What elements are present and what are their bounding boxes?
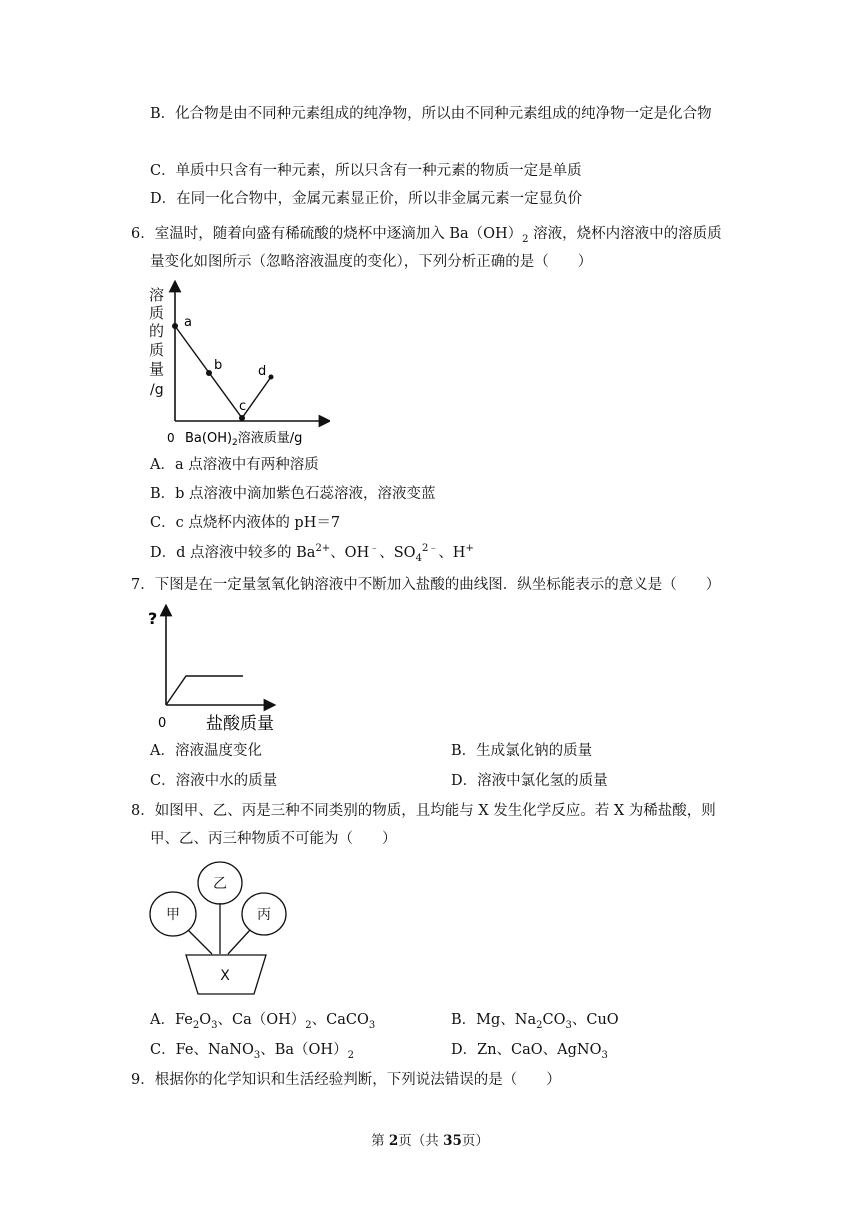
q8-option-b: B．Mg、$Na_2CO_3$、CuO [451,1012,619,1031]
q6-option-b: B．b 点溶液中滴加紫色石蕊溶液，溶液变蓝 [150,486,436,502]
svg-text:/g: /g [150,382,164,398]
q8-stem-line2: 甲、乙、丙三种物质不可能为（ ） [150,831,397,847]
q6-option-d: D．d 点溶液中较多的 $Ba^{2+}$、OH﹣、$SO_4^{2﹣}$、H+ [150,543,474,564]
origin-label: 0 [158,716,167,731]
y-axis-label: ? [148,609,158,628]
total-pages: 35 [443,1133,462,1149]
q8-option-a: A．$Fe_2O_3$、$Ca(OH)_2$、CaCO$_3$ [150,1012,376,1031]
q8-stem-line1: 8．如图甲、乙、丙是三种不同类别的物质，且均能与 X 发生化学反应。若 X 为稀盐酸，则 [131,803,716,819]
origin-label: 0 [167,431,175,445]
q7-option-a: A．溶液温度变化 [150,743,262,759]
point-b [206,370,212,376]
q7-option-d: D．溶液中氯化氢的质量 [451,773,608,789]
point-c [239,415,245,421]
label-yi: 乙 [213,876,227,892]
q7-option-b: B．生成氯化钠的质量 [451,743,593,759]
svg-text:质: 质 [149,341,165,359]
stem-left [188,930,212,954]
q6-option-a: A．a 点溶液中有两种溶质 [150,457,319,473]
q7-stem: 7．下图是在一定量氢氧化钠溶液中不断加入盐酸的曲线图．纵坐标能表示的意义是（ ） [131,577,721,593]
label-b: b [214,358,223,373]
q6-stem-line2: 量变化如图所示（忽略溶液温度的变化），下列分析正确的是（ ） [150,254,593,270]
x-axis-label: $Ba(OH)_2$溶液质量/g [185,431,303,448]
q7-curve [166,676,243,705]
stem-right [228,930,250,954]
q7-option-c: C．溶液中水的质量 [150,773,278,789]
y-axis-label [149,286,164,398]
q5-option-c: C．单质中只含有一种元素，所以只含有一种元素的物质一定是单质 [150,163,582,179]
q6-solute-mass-graph [140,280,330,450]
point-a [172,323,178,329]
point-d [269,375,274,380]
page-number: 2 [388,1133,399,1149]
svg-text:溶: 溶 [149,286,165,304]
label-bing: 丙 [257,907,271,923]
solute-mass-curve [175,326,271,418]
label-a: a [184,315,192,330]
q7-graph [140,604,280,734]
page-footer: 第 2页（共 35页） [371,1133,489,1149]
q9-stem: 9．根据你的化学知识和生活经验判断，下列说法错误的是（ ） [131,1072,561,1088]
svg-text:的: 的 [149,322,165,340]
q5-option-b: B．化合物是由不同种元素组成的纯净物，所以由不同种元素组成的纯净物一定是化合物 [150,106,712,122]
label-jia: 甲 [166,907,180,923]
q8-option-d: D．Zn、CaO、AgNO$_3$ [451,1042,608,1061]
svg-text:量: 量 [149,360,165,378]
q6-option-c: C．c 点烧杯内液体的 pH＝7 [150,515,341,531]
q8-flowerpot-diagram [140,858,300,998]
label-c: c [239,399,247,414]
label-d: d [258,364,267,379]
svg-text:质: 质 [149,304,165,322]
label-x: X [220,968,230,984]
x-axis-label: 盐酸质量 [206,714,274,734]
q6-stem-line1: 6．室温时，随着向盛有稀硫酸的烧杯中逐滴加入 $Ba(OH)_2$ 溶液，烧杯内溶液中的溶质质 [131,226,722,245]
q5-option-d: D．在同一化合物中，金属元素显正价，所以非金属元素一定显负价 [150,191,583,207]
q8-option-c: C．Fe、NaNO$_3$、$Ba(OH)_2$ [150,1042,354,1061]
